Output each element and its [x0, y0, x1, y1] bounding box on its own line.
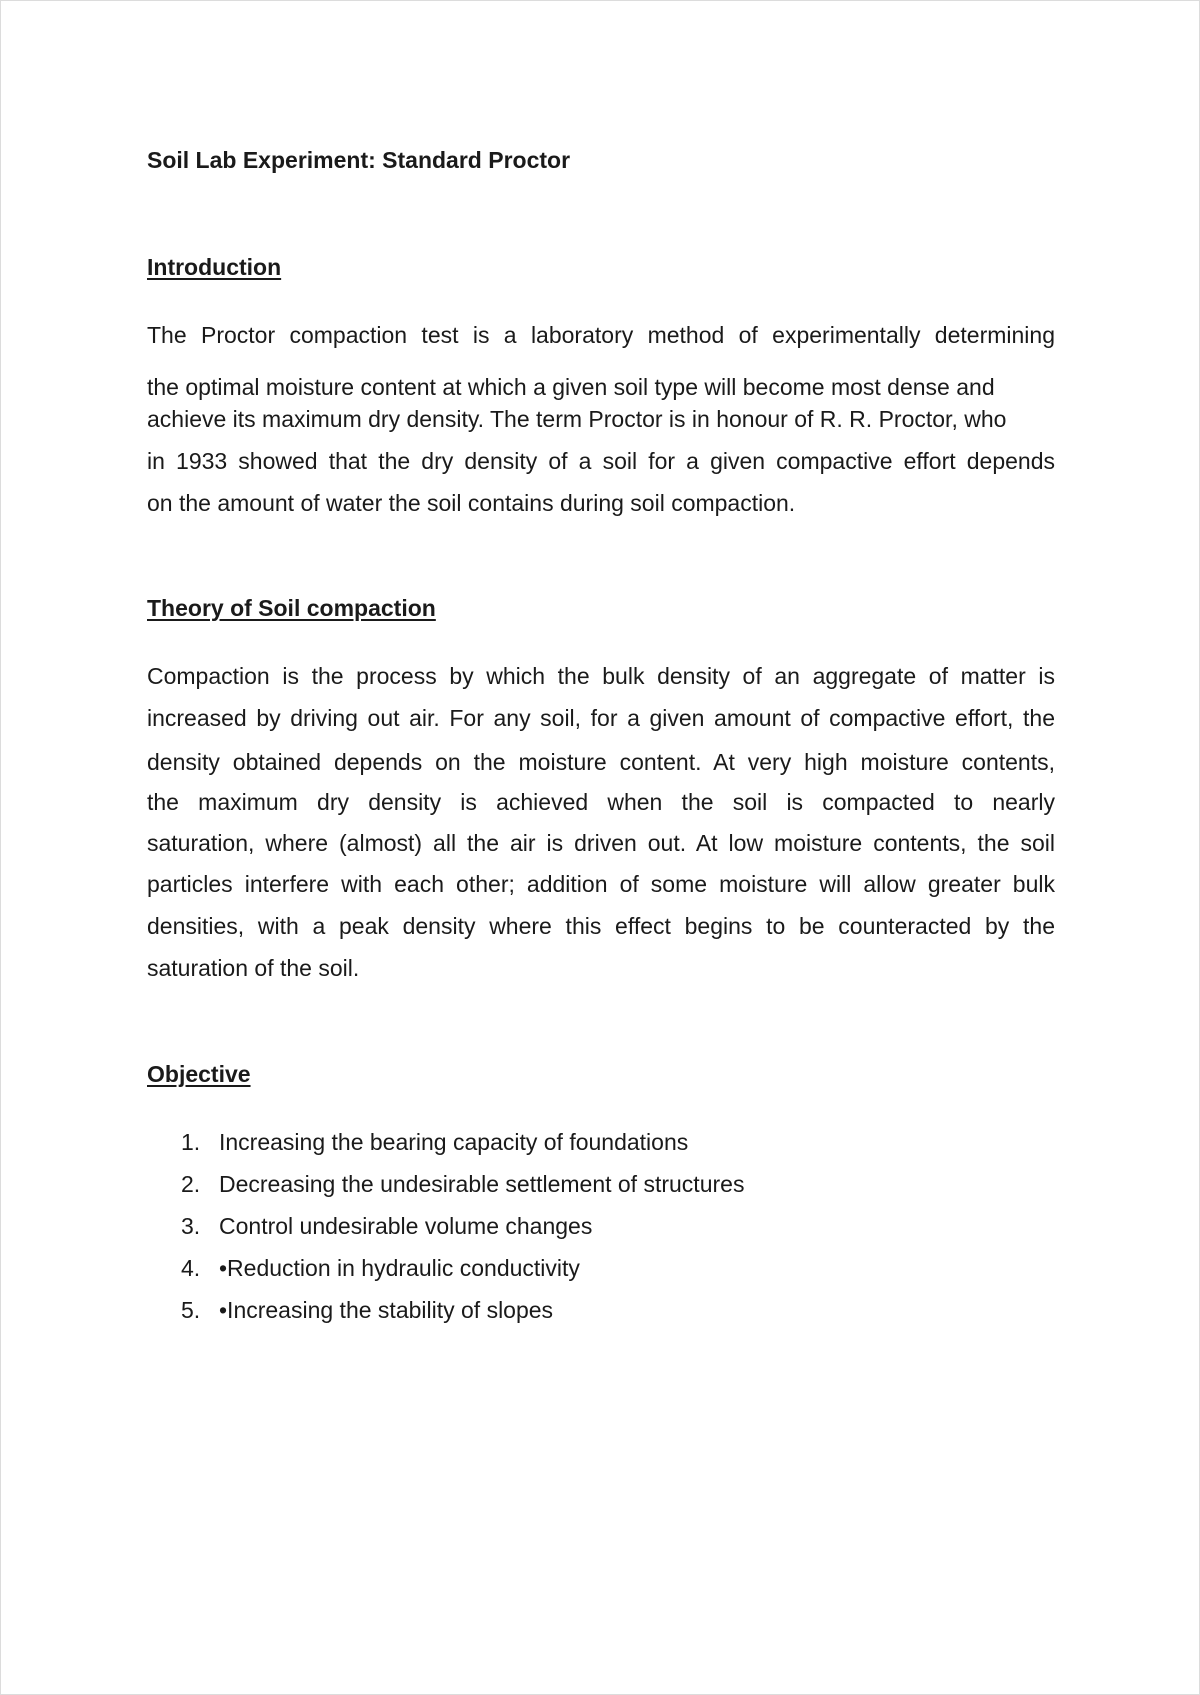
list-item-number: 4. — [181, 1255, 201, 1281]
objective-heading: Objective — [147, 1061, 251, 1087]
theory-line: particles interfere with each other; addition of some moisture will allow greater bulk — [147, 871, 1055, 897]
theory-line: saturation of the soil. — [147, 955, 360, 981]
list-item-number: 1. — [181, 1129, 201, 1155]
list-item-text: •Increasing the stability of slopes — [219, 1297, 554, 1323]
list-item — [181, 1296, 553, 1324]
introduction-line: in 1933 showed that the dry density of a soil for a given compactive effort depends — [147, 448, 1055, 474]
list-item — [181, 1212, 592, 1240]
list-item-number: 2. — [181, 1171, 201, 1197]
introduction-heading: Introduction — [147, 254, 282, 280]
theory-line: increased by driving out air. For any soil, for a given amount of compactive effort, the — [147, 705, 1055, 731]
list-item-text: •Reduction in hydraulic conductivity — [219, 1255, 580, 1281]
list-item — [181, 1128, 688, 1156]
theory-line: density obtained depends on the moisture content. At very high moisture contents, — [147, 749, 1055, 775]
document-title: Soil Lab Experiment: Standard Proctor — [147, 147, 571, 173]
theory-line: saturation, where (almost) all the air is driven out. At low moisture contents, the soil — [147, 830, 1055, 856]
list-item — [181, 1254, 580, 1282]
introduction-line: The Proctor compaction test is a laboratory method of experimentally determining — [147, 322, 1055, 348]
list-item-number: 5. — [181, 1297, 201, 1323]
introduction-line: the optimal moisture content at which a given soil type will become most dense and — [147, 374, 995, 400]
list-item-number: 3. — [181, 1213, 201, 1239]
theory-line: Compaction is the process by which the bulk density of an aggregate of matter is — [147, 663, 1055, 689]
theory-line: the maximum dry density is achieved when the soil is compacted to nearly — [147, 789, 1055, 815]
theory-heading: Theory of Soil compaction — [147, 595, 436, 621]
list-item-text: Control undesirable volume changes — [219, 1213, 593, 1239]
list-item-text: Increasing the bearing capacity of foundations — [219, 1129, 689, 1155]
list-item-text: Decreasing the undesirable settlement of structures — [219, 1171, 745, 1197]
list-item — [181, 1170, 744, 1198]
introduction-line: on the amount of water the soil contains during soil compaction. — [147, 490, 796, 516]
introduction-line: achieve its maximum dry density. The term Proctor is in honour of R. R. Proctor, who — [147, 406, 1007, 432]
theory-line: densities, with a peak density where this effect begins to be counteracted by the — [147, 913, 1055, 939]
